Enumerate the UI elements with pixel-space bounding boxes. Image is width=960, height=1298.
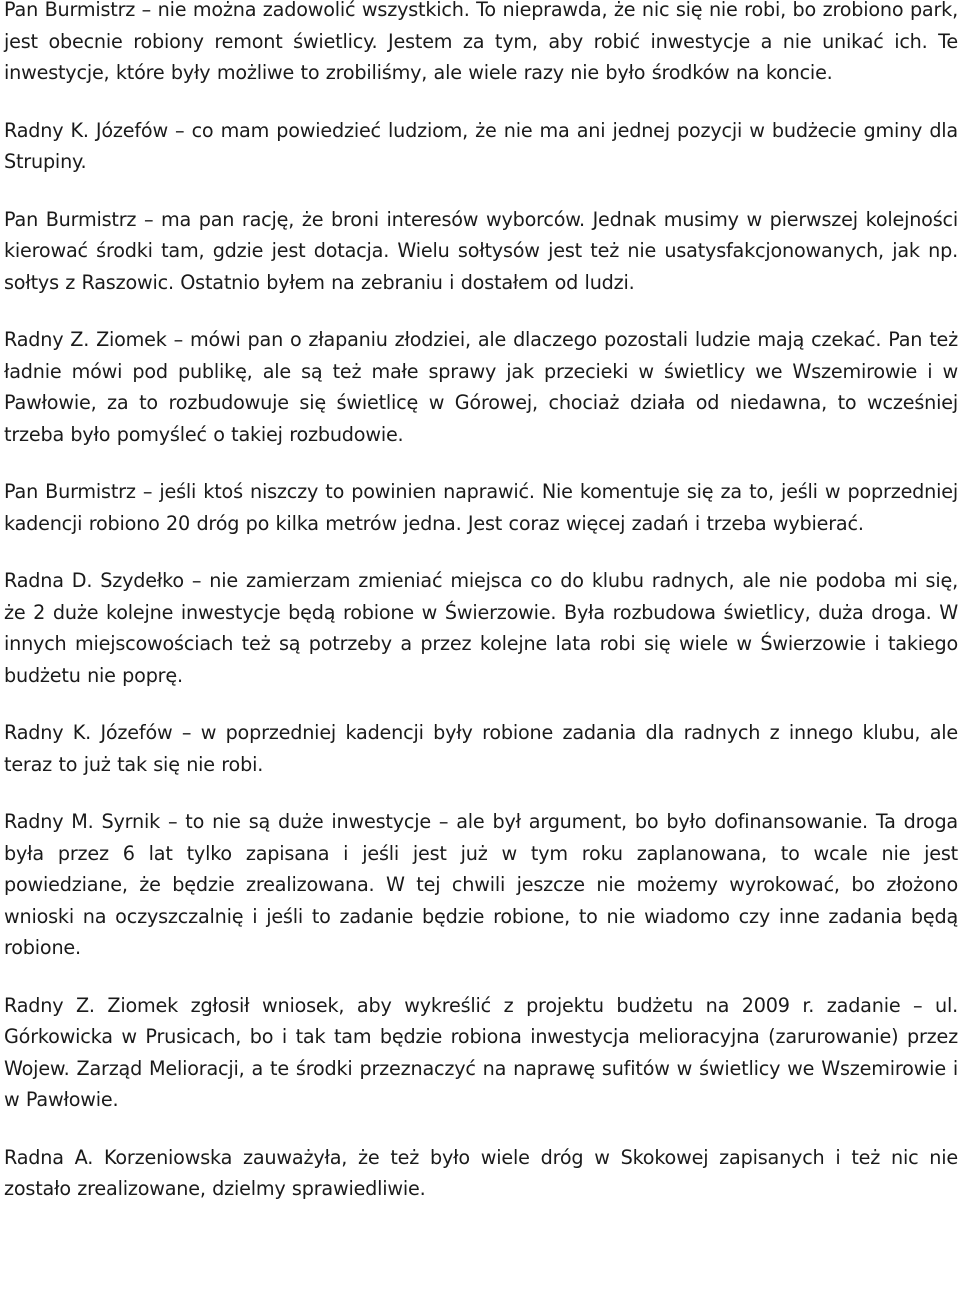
paragraph-ziomek-2: Radny Z. Ziomek zgłosił wniosek, aby wykreślić z projektu budżetu na 2009 r. zadanie – ul. Górkowicka w Prusicach, bo i tak tam będzie robiona inwestycja melioracyjna (zarurowanie) przez Wojew. Zarząd Melioracji, a te środki przeznaczyć na naprawę sufitów w świetlicy we Wszemirowie i w Pawłowie.	[4, 993, 958, 1111]
paragraph-burmistrz-1: Pan Burmistrz – nie można zadowolić wszystkich. To nieprawda, że nic się nie robi, bo zrobiono park, jest obecnie robiony remont świetlicy. Jestem za tym, aby robić inwestycje a nie unikać ich. Te inwestycje, które były możliwe to zrobiliśmy, ale wiele razy nie było środków na koncie.	[4, 0, 958, 84]
paragraph-szydelko: Radna D. Szydełko – nie zamierzam zmieniać miejsca co do klubu radnych, ale nie podoba mi się, że 2 duże kolejne inwestycje będą robione w Świerzowie. Była rozbudowa świetlicy, duża droga. W innych miejscowościach też są potrzeby a przez kolejne lata robi się wiele w Świerzowie i takiego budżetu nie poprę.	[4, 569, 958, 687]
document-page	[4, 0, 958, 1231]
paragraph-jozefow-2: Radny K. Józefów – w poprzedniej kadencji były robione zadania dla radnych z innego klubu, ale teraz to już tak się nie robi.	[4, 721, 958, 776]
paragraph-korzeniowska: Radna A. Korzeniowska zauważyła, że też było wiele dróg w Skokowej zapisanych i też nic nie zostało zrealizowane, dzielmy sprawiedliwie.	[4, 1145, 958, 1200]
paragraph-burmistrz-2: Pan Burmistrz – ma pan rację, że broni interesów wyborców. Jednak musimy w pierwszej kolejności kierować środki tam, gdzie jest dotacja. Wielu sołtysów jest też nie usatysfakcjonowanych, jak np. sołtys z Raszowic. Ostatnio byłem na zebraniu i dostałem od ludzi.	[4, 207, 958, 294]
paragraph-burmistrz-3: Pan Burmistrz – jeśli ktoś niszczy to powinien naprawić. Nie komentuje się za to, jeśli w poprzedniej kadencji robiono 20 dróg po kilka metrów jedna. Jest coraz więcej zadań i trzeba wybierać.	[4, 480, 958, 535]
paragraph-jozefow-1: Radny K. Józefów – co mam powiedzieć ludziom, że nie ma ani jednej pozycji w budżecie gminy dla Strupiny.	[4, 118, 958, 173]
paragraph-ziomek-1: Radny Z. Ziomek – mówi pan o złapaniu złodziei, ale dlaczego pozostali ludzie mają czekać. Pan też ładnie mówi pod publikę, ale są też małe sprawy jak przecieki w świetlicy we Wszemirowie i w Pawłowie, za to rozbudowuje się świetlicę w Górowej, chociaż działa od niedawna, to wcześniej trzeba było pomyśleć o takiej rozbudowie.	[4, 328, 958, 446]
paragraph-syrnik: Radny M. Syrnik – to nie są duże inwestycje – ale był argument, bo było dofinansowanie. Ta droga była przez 6 lat tylko zapisana i jeśli jest już w tym roku zaplanowana, to wcale nie jest powiedziane, że będzie zrealizowana. W tej chwili jeszcze nie możemy wyrokować, bo złożono wnioski na oczyszczalnię i jeśli to zadanie będzie robione, to nie wiadomo czy inne zadania będą robione.	[4, 810, 958, 959]
